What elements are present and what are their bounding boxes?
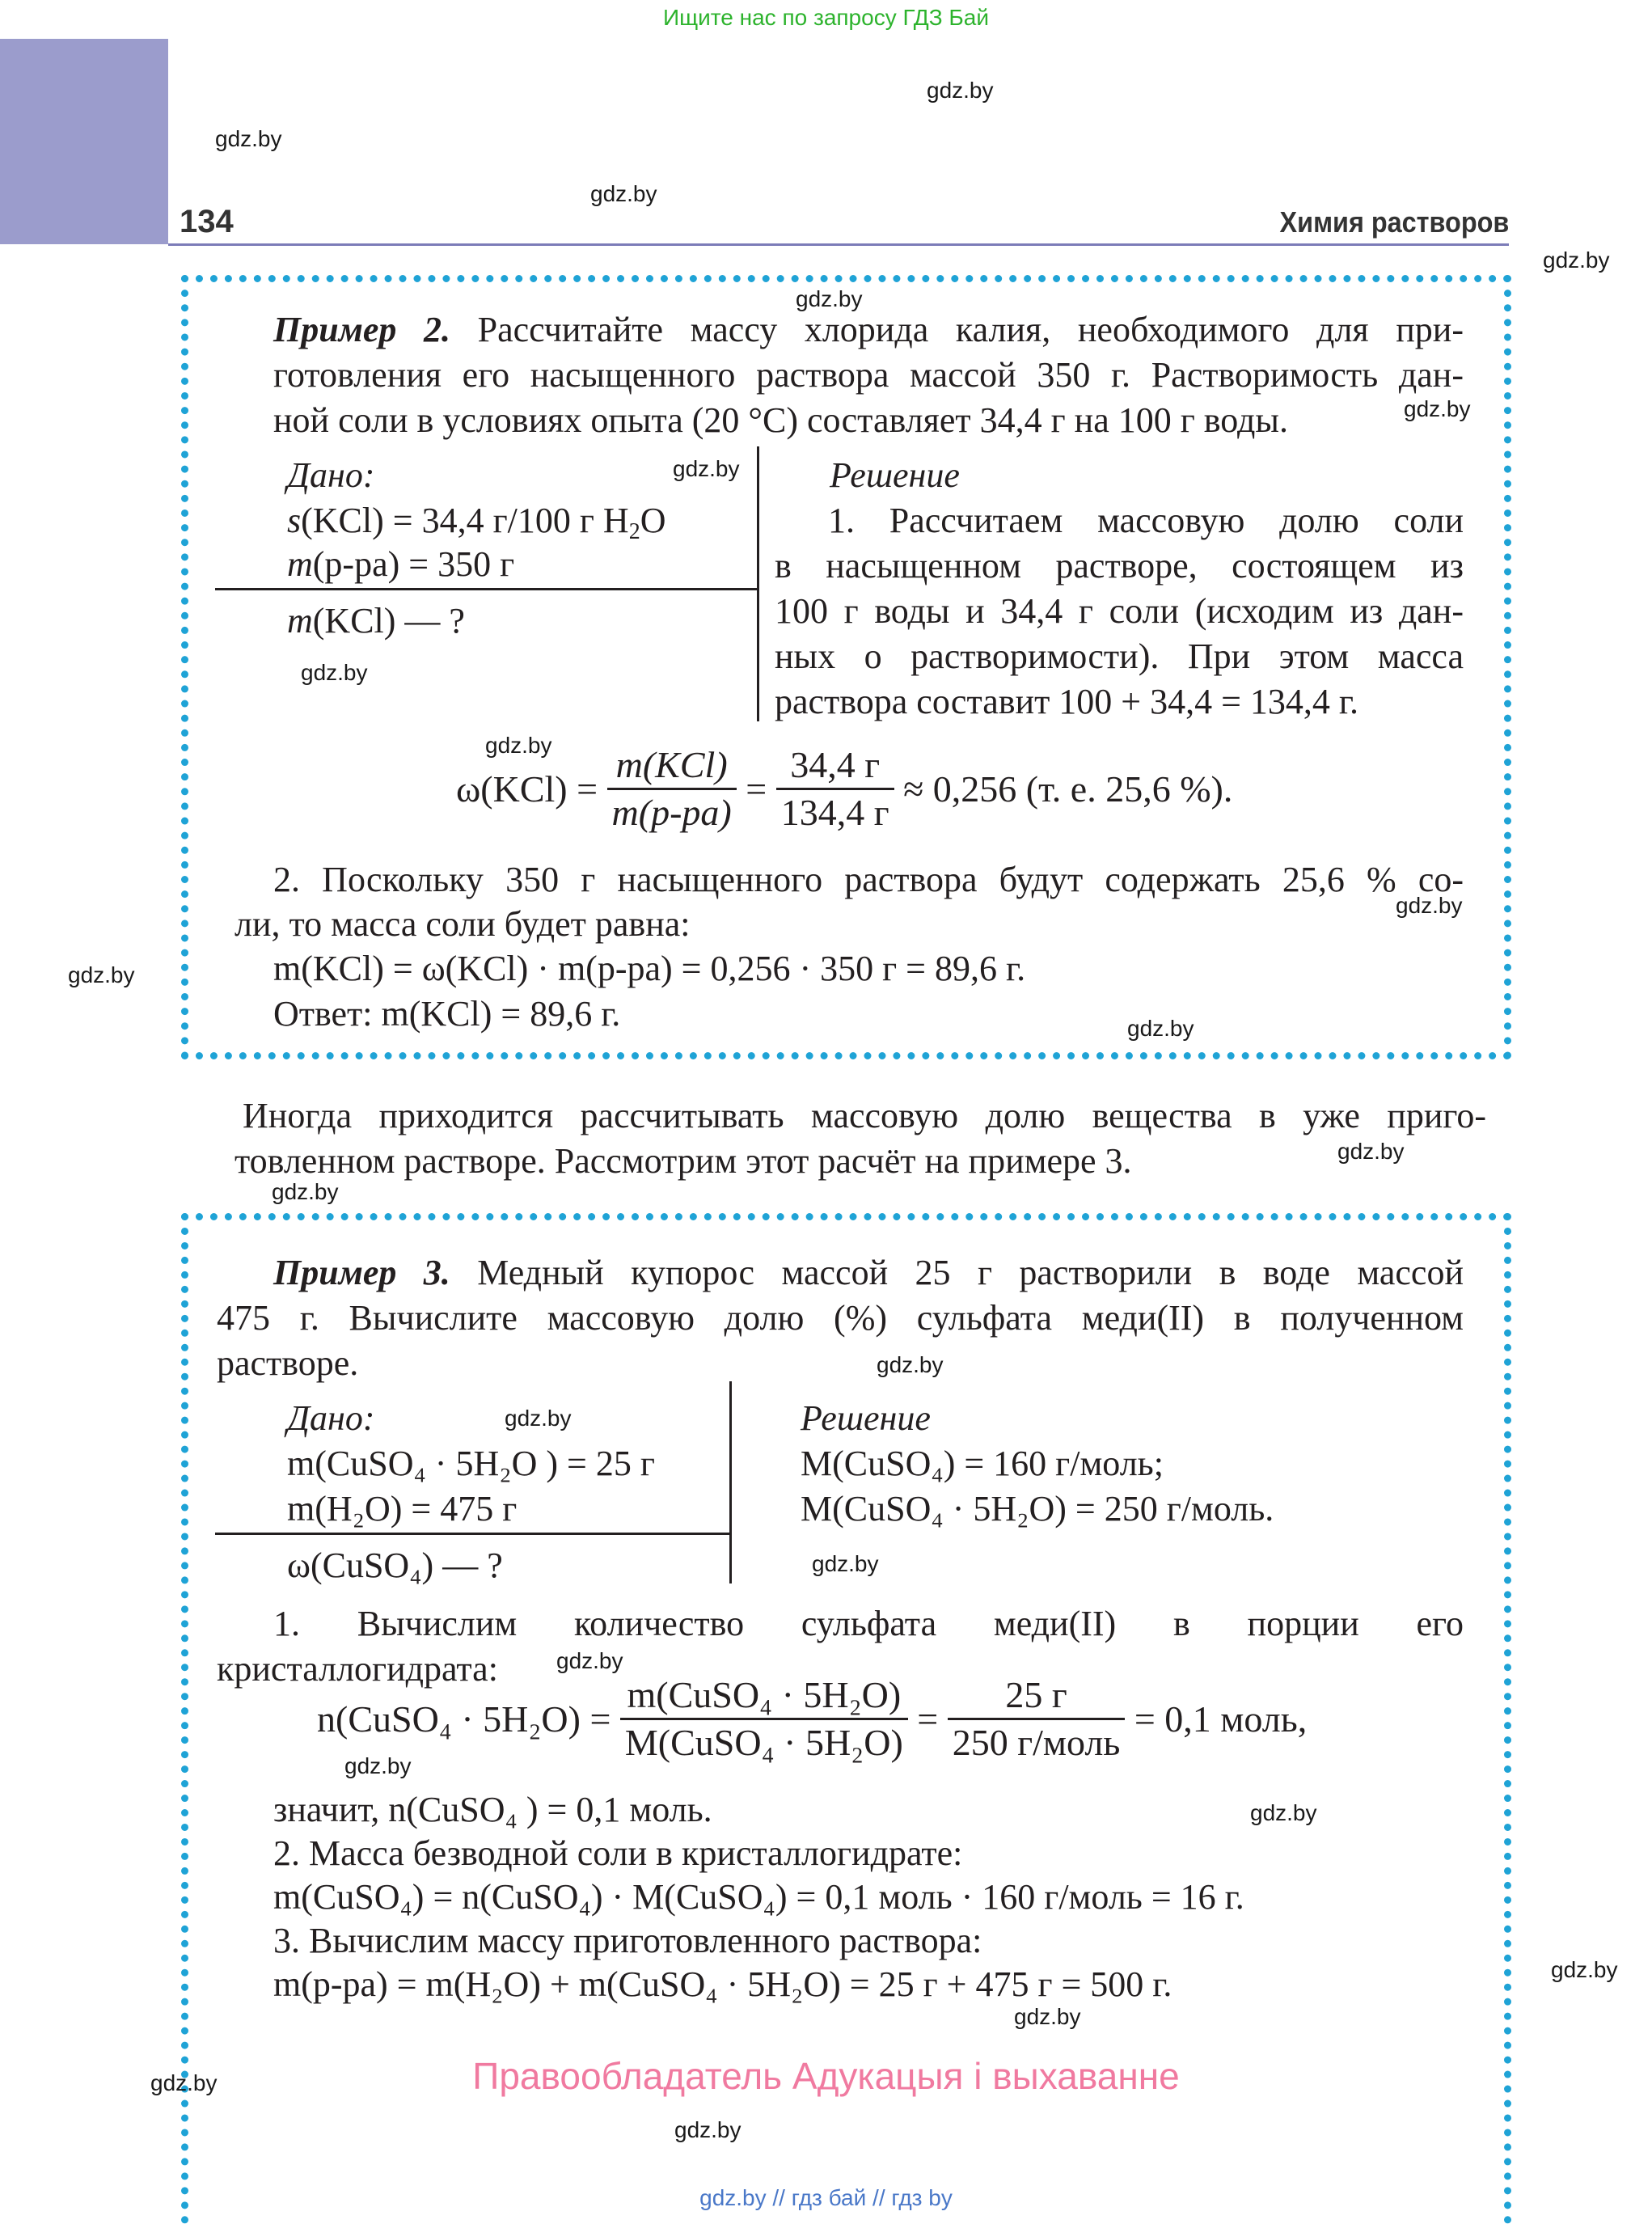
example-3-task-line-2: 475 г. Вычислите массовую долю (%) сульфата меди(II) в полученном	[217, 1298, 1464, 1338]
mass-calculation: m(KCl) = ω(KCl) · m(р-ра) = 0,256 · 350 г = 89,6 г.	[273, 949, 1026, 988]
watermark: gdz.by	[812, 1551, 879, 1576]
watermark: gdz.by	[674, 2117, 741, 2142]
watermark: gdz.by	[1396, 893, 1463, 918]
example-2-task-line-1: Пример 2. Рассчитайте массу хлорида калия, необходимого для при-	[273, 310, 1464, 349]
example-2-task-line-3: ной соли в условиях опыта (20 °C) составляет 34,4 г на 100 г воды.	[273, 400, 1288, 440]
given-title-3: Дано:	[287, 1398, 375, 1438]
watermark: gdz.by	[590, 181, 657, 206]
watermark: gdz.by	[1543, 247, 1610, 273]
footer-links[interactable]: gdz.by // гдз бай // гдз by	[699, 2185, 953, 2210]
step-2-line-1: 2. Поскольку 350 г насыщенного раствора будут содержать 25,6 % со-	[273, 860, 1464, 899]
solution-line-4: ных о растворимости). При этом масса	[775, 636, 1464, 676]
solution-line-5: раствора составит 100 + 34,4 = 134,4 г.	[775, 682, 1359, 721]
watermark: gdz.by	[927, 78, 994, 103]
watermark: gdz.by	[272, 1179, 339, 1204]
watermark: gdz.by	[485, 733, 552, 758]
example-2-label: Пример 2.	[273, 310, 450, 349]
molar-mass-anhydrous: M(CuSO₄) = 160 г/моль;	[801, 1444, 1164, 1483]
step-1-line-1: 1. Вычислим количество сульфата меди(II) в порции его	[273, 1604, 1464, 1643]
find-unknown: m(KCl) — ?	[287, 601, 465, 641]
solution-line-1: 1. Рассчитаем массовую долю соли	[828, 501, 1464, 540]
watermark: gdz.by	[877, 1352, 944, 1377]
amount-formula: n(CuSO₄ · 5H₂O) = $\frac{\text{m(CuSO₄ · 5H₂O)}}{\text{M(CuSO₄ · 5H₂O)}}$ = $\frac{25 г}{\text{250 г/моль}}$ = 0,1 моль,	[317, 1674, 1308, 1763]
watermark: gdz.by	[344, 1753, 412, 1778]
step-1-line-2: кристаллогидрата:	[217, 1649, 498, 1689]
step-2-line-2: ли, то масса соли будет равна:	[234, 904, 691, 944]
given-title: Дано:	[287, 455, 375, 495]
watermark: gdz.by	[556, 1648, 623, 1673]
given-solution-divider	[757, 446, 759, 721]
step-3-title: 3. Вычислим массу приготовленного раствора:	[273, 1921, 982, 1960]
watermark: gdz.by	[505, 1406, 572, 1431]
intro-line-1: Иногда приходится рассчитывать массовую долю вещества в уже приго-	[243, 1096, 1486, 1135]
watermark: gdz.by	[1337, 1139, 1405, 1164]
watermark: gdz.by	[1250, 1800, 1317, 1825]
solution-title-3: Решение	[801, 1398, 931, 1438]
watermark: gdz.by	[215, 126, 282, 151]
copyright-notice: Правообладатель Адукацыя і выхаванне	[472, 2055, 1180, 2097]
solution-line-2: в насыщенном растворе, состоящем из	[775, 546, 1464, 586]
given-solution-mass: m(р-ра) = 350 г	[287, 544, 515, 584]
watermark: gdz.by	[1127, 1016, 1194, 1041]
molar-mass-hydrate: M(CuSO₄ · 5H₂O) = 250 г/моль.	[801, 1489, 1274, 1528]
find-unknown-3: ω(CuSO₄) — ?	[287, 1545, 503, 1585]
top-banner: Ищите нас по запросу ГДЗ Бай	[662, 5, 990, 30]
given-divider	[215, 588, 757, 590]
watermark: gdz.by	[1551, 1957, 1618, 1982]
given-water-mass: m(H₂O) = 475 г	[287, 1489, 518, 1528]
solution-line-3: 100 г воды и 34,4 г соли (исходим из дан-	[775, 591, 1464, 631]
solution-mass-calc: m(р-ра) = m(H₂O) + m(CuSO₄ · 5H₂O) = 25 г + 475 г = 500 г.	[273, 1964, 1172, 2004]
given-solubility: s(KCl) = 34,4 г/100 г $H_2O$	[287, 501, 666, 544]
watermark: gdz.by	[673, 456, 740, 481]
page-number: 134	[180, 204, 234, 239]
step-2-title: 2. Масса безводной соли в кристаллогидрате:	[273, 1833, 963, 1873]
given-divider-3	[215, 1533, 729, 1535]
example-2-task-line-2: готовления его насыщенного раствора массой 350 г. Растворимость дан-	[273, 355, 1464, 395]
watermark: gdz.by	[1404, 396, 1471, 421]
example-3-task-line-1: Пример 3. Медный купорос массой 25 г растворили в воде массой	[273, 1253, 1464, 1292]
example-3-label: Пример 3.	[273, 1253, 450, 1292]
example-3-task-line-3: растворе.	[217, 1343, 359, 1383]
solution-title: Решение	[830, 455, 960, 495]
watermark: gdz.by	[301, 660, 368, 685]
watermark: gdz.by	[1014, 2004, 1081, 2029]
amount-conclusion: значит, n(CuSO₄ ) = 0,1 моль.	[273, 1790, 712, 1829]
watermark: gdz.by	[796, 286, 863, 311]
mass-fraction-formula: ω(KCl) = $\frac{\text{m(KCl)}}{m(р-ра)}$ = $\frac{34,4 г}{134,4 г}$ ≈ 0,256 (т. е. 25,6 %).	[456, 744, 1233, 833]
intro-line-2: товленном растворе. Рассмотрим этот расчёт на примере 3.	[234, 1141, 1132, 1181]
watermark: gdz.by	[150, 2070, 218, 2095]
header-rule	[168, 243, 1509, 246]
anhydrous-mass-calc: m(CuSO₄) = n(CuSO₄) · M(CuSO₄) = 0,1 моль · 160 г/моль = 16 г.	[273, 1877, 1244, 1917]
watermark: gdz.by	[68, 962, 135, 987]
given-solution-divider-3	[729, 1381, 732, 1583]
answer-line: Ответ: m(KCl) = 89,6 г.	[273, 994, 621, 1034]
corner-color-block	[0, 39, 168, 244]
given-crystal-mass: m(CuSO₄ · 5H₂O ) = 25 г	[287, 1444, 655, 1483]
running-head: Химия растворов	[1279, 205, 1509, 239]
